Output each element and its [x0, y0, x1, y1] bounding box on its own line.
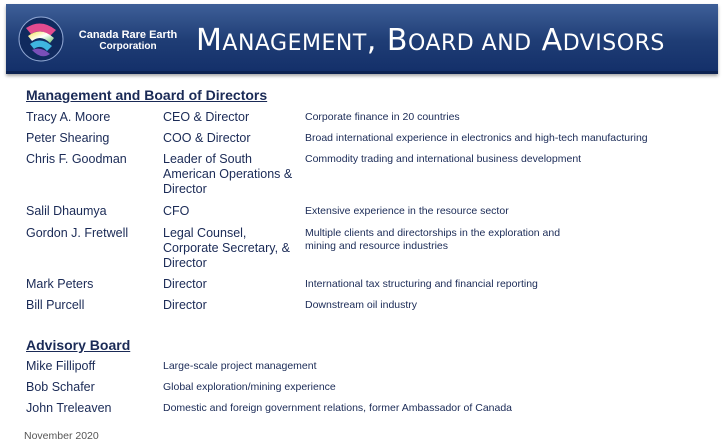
member-name: Bill Purcell — [26, 298, 85, 312]
member-role: CFO — [163, 204, 190, 218]
member-role: CEO & Director — [163, 110, 250, 124]
company-name — [76, 29, 180, 53]
advisor-name: Bob Schafer — [26, 380, 95, 394]
company-name-line2: Corporation — [99, 41, 157, 52]
title-cap-1: M — [196, 23, 223, 58]
title-rest-3: DVISORS — [562, 31, 665, 56]
footer-date: November 2020 — [24, 430, 99, 442]
title-cap-3: A — [541, 23, 563, 58]
company-logo-icon — [16, 14, 66, 64]
board-section-title: Management and Board of Directors — [26, 87, 268, 103]
member-description: Broad international experience in electronics and high-tech manufacturing — [305, 132, 648, 144]
member-description: Downstream oil industry — [305, 299, 418, 311]
member-name: Peter Shearing — [26, 131, 110, 145]
member-description: International tax structuring and financial reporting — [305, 278, 538, 290]
member-role: COO & Director — [163, 131, 251, 145]
member-name: Gordon J. Fretwell — [26, 226, 129, 240]
advisor-description: Global exploration/mining experience — [163, 381, 336, 393]
advisor-description: Large-scale project management — [163, 360, 317, 372]
page-title — [196, 24, 665, 61]
header-bar — [6, 4, 718, 74]
member-name: Salil Dhaumya — [26, 204, 107, 218]
member-name: Mark Peters — [26, 277, 94, 291]
member-description: Extensive experience in the resource sector — [305, 205, 509, 217]
title-cap-2: B — [386, 23, 408, 58]
member-description: Commodity trading and international business development — [305, 153, 582, 165]
advisory-section-title: Advisory Board — [26, 337, 131, 353]
title-rest-2: OARD AND — [407, 31, 532, 56]
title-separator: , — [366, 23, 387, 58]
company-name-line1: Canada Rare Earth — [78, 29, 178, 41]
member-role: Legal Counsel, Corporate Secretary, & Director — [163, 226, 290, 270]
member-name: Chris F. Goodman — [26, 152, 127, 166]
member-description: Multiple clients and directorships in the exploration and mining and resource industries — [305, 227, 561, 252]
member-role: Leader of South American Operations & Director — [163, 152, 293, 196]
advisor-name: John Treleaven — [26, 401, 112, 415]
member-description: Corporate finance in 20 countries — [305, 111, 460, 123]
title-rest-1: ANAGEMENT — [222, 31, 367, 56]
member-name: Tracy A. Moore — [26, 110, 111, 124]
member-role: Director — [163, 277, 207, 291]
advisor-name: Mike Fillipoff — [26, 359, 96, 373]
member-role: Director — [163, 298, 207, 312]
advisor-description: Domestic and foreign government relations, former Ambassador of Canada — [163, 402, 513, 414]
